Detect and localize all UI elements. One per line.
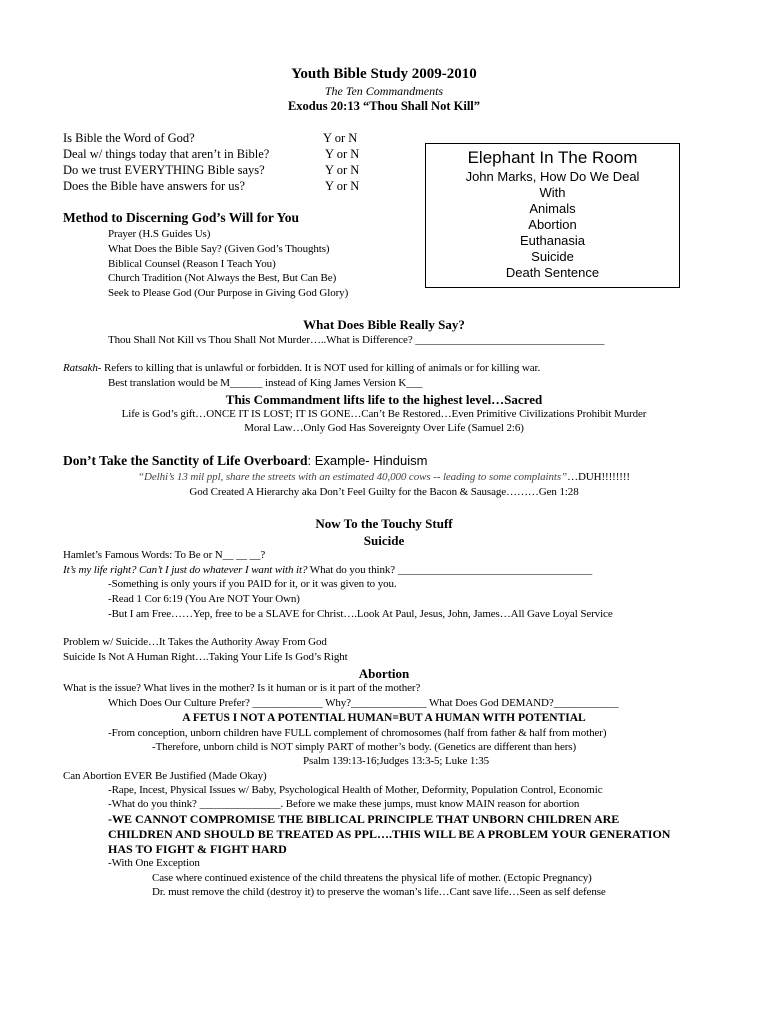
my-life-tail: What do you think? ____________________________________ <box>307 564 593 576</box>
touchy-heading: Now To the Touchy Stuff <box>315 516 453 531</box>
ratsakh-label: Ratsakh <box>63 362 98 374</box>
not-right-line: Suicide Is Not A Human Right….Taking Your Life Is God’s Right <box>63 651 348 663</box>
box-line: Death Sentence <box>505 265 600 280</box>
answer-2: Y or N <box>325 147 360 161</box>
method-item: Church Tradition (Not Always the Best, But Can Be) <box>108 272 337 284</box>
exception-line: -With One Exception <box>108 857 200 869</box>
method-item: Biblical Counsel (Reason I Teach You) <box>108 258 276 270</box>
box-line: Abortion <box>528 217 577 232</box>
fetus-line: A FETUS I NOT A POTENTIAL HUMAN=BUT A HUMAN WITH POTENTIAL <box>182 712 586 724</box>
answer-3: Y or N <box>325 163 360 177</box>
culture-line: Which Does Our Culture Prefer? _____________ Why?______________ What Does God DEMAND?____________ <box>108 697 619 709</box>
my-life-question: It’s my life right? Can’t I just do whatever I want with it? <box>63 564 308 576</box>
compromise-line: CHILDREN AND SHOULD BE TREATED AS PPL….THIS WILL BE A PROBLEM YOUR GENERATION <box>108 827 671 841</box>
problem-line: Problem w/ Suicide…It Takes the Authority Away From God <box>63 636 327 648</box>
method-heading: Method to Discerning God’s Will for You <box>63 210 300 225</box>
box-line: John Marks, How Do We Deal <box>465 169 640 184</box>
suicide-point: -Read 1 Cor 6:19 (You Are NOT Your Own) <box>108 593 300 605</box>
page-subtitle: The Ten Commandments <box>324 84 444 98</box>
answer-4: Y or N <box>325 179 360 193</box>
box-line: Euthanasia <box>519 233 586 248</box>
justified-line: Can Abortion EVER Be Justified (Made Okay) <box>63 770 267 782</box>
doctor-line: Dr. must remove the child (destroy it) to preserve the woman’s life…Cant save life…Seen as self defense <box>152 886 606 898</box>
really-heading: What Does Bible Really Say? <box>303 317 465 332</box>
page-title: Youth Bible Study 2009-2010 <box>291 66 477 82</box>
sacred-line: Life is God’s gift…ONCE IT IS LOST; IT IS GONE…Can’t Be Restored…Even Primitive Civilizations Prohibit Murder <box>121 408 647 420</box>
box-title: Elephant In The Room <box>467 148 638 167</box>
rape-line: -Rape, Incest, Physical Issues w/ Baby, Psychological Health of Mother, Deformity, Population Control, Economic <box>108 784 603 796</box>
sanctity-heading-rest: : Example- Hinduism <box>307 453 428 468</box>
therefore-line: -Therefore, unborn child is NOT simply PART of mother’s body. (Genetics are different than hers) <box>152 741 577 753</box>
method-item: Prayer (H.S Guides Us) <box>108 228 211 240</box>
question-2: Deal w/ things today that aren’t in Bible? <box>63 147 270 161</box>
conception-line: -From conception, unborn children have FULL complement of chromosomes (half from father & half from mother) <box>108 727 607 739</box>
cows-quote-tail: …DUH!!!!!!!! <box>567 471 630 483</box>
compromise-line: HAS TO FIGHT & FIGHT HARD <box>108 842 287 856</box>
really-line: Thou Shall Not Kill vs Thou Shall Not Murder…..What is Difference? ___________________________________ <box>108 334 605 346</box>
hamlet-line: Hamlet’s Famous Words: To Be or N__ __ __? <box>63 549 266 561</box>
ratsakh-text: - Refers to killing that is unlawful or forbidden. It is NOT used for killing of animals or for killing war. <box>97 362 541 374</box>
abortion-heading: Abortion <box>358 666 410 681</box>
box-line: With <box>539 185 566 200</box>
sanctity-heading-bold: Don’t Take the Sanctity of Life Overboard <box>63 453 308 468</box>
question-1: Is Bible the Word of God? <box>63 131 195 145</box>
my-life-line <box>63 564 592 576</box>
think-line: -What do you think? _______________. Before we make these jumps, must know MAIN reason for abortion <box>108 798 580 810</box>
issue-line: What is the issue? What lives in the mother? Is it human or is it part of the mother? <box>63 682 421 694</box>
elephant-box <box>425 143 680 288</box>
hierarchy-line: God Created A Hierarchy aka Don’t Feel Guilty for the Bacon & Sausage………Gen 1:28 <box>189 486 579 498</box>
box-line: Animals <box>529 201 576 216</box>
method-item: What Does the Bible Say? (Given God’s Thoughts) <box>108 243 330 255</box>
suicide-point: -But I am Free……Yep, free to be a SLAVE for Christ….Look At Paul, Jesus, John, James…All Gave Loyal Service <box>108 608 613 620</box>
suicide-heading: Suicide <box>363 533 405 548</box>
sacred-heading: This Commandment lifts life to the highest level…Sacred <box>225 392 543 407</box>
psalm-line: Psalm 139:13-16;Judges 13:3-5; Luke 1:35 <box>303 755 490 767</box>
cows-quote-text: “Delhi’s 13 mil ppl, share the streets with an estimated 40,000 cows -- leading to some complaints” <box>137 471 568 483</box>
question-3: Do we trust EVERYTHING Bible says? <box>63 163 265 177</box>
best-translation: Best translation would be M______ instead of King James Version K___ <box>108 377 423 389</box>
ratsakh-line <box>63 362 540 374</box>
question-4: Does the Bible have answers for us? <box>63 179 245 193</box>
case-line: Case where continued existence of the child threatens the physical life of mother. (Ectopic Pregnancy) <box>152 872 592 884</box>
answer-1: Y or N <box>323 131 358 145</box>
cows-quote <box>0 471 768 483</box>
compromise-line: -WE CANNOT COMPROMISE THE BIBLICAL PRINCIPLE THAT UNBORN CHILDREN ARE <box>108 812 620 826</box>
suicide-point: -Something is only yours if you PAID for it, or it was given to you. <box>108 578 397 590</box>
page-verse: Exodus 20:13 “Thou Shall Not Kill” <box>287 99 481 113</box>
box-line: Suicide <box>531 249 574 264</box>
sanctity-heading <box>63 453 427 469</box>
sacred-line: Moral Law…Only God Has Sovereignty Over Life (Samuel 2:6) <box>244 422 524 434</box>
method-item: Seek to Please God (Our Purpose in Giving God Glory) <box>108 287 349 299</box>
